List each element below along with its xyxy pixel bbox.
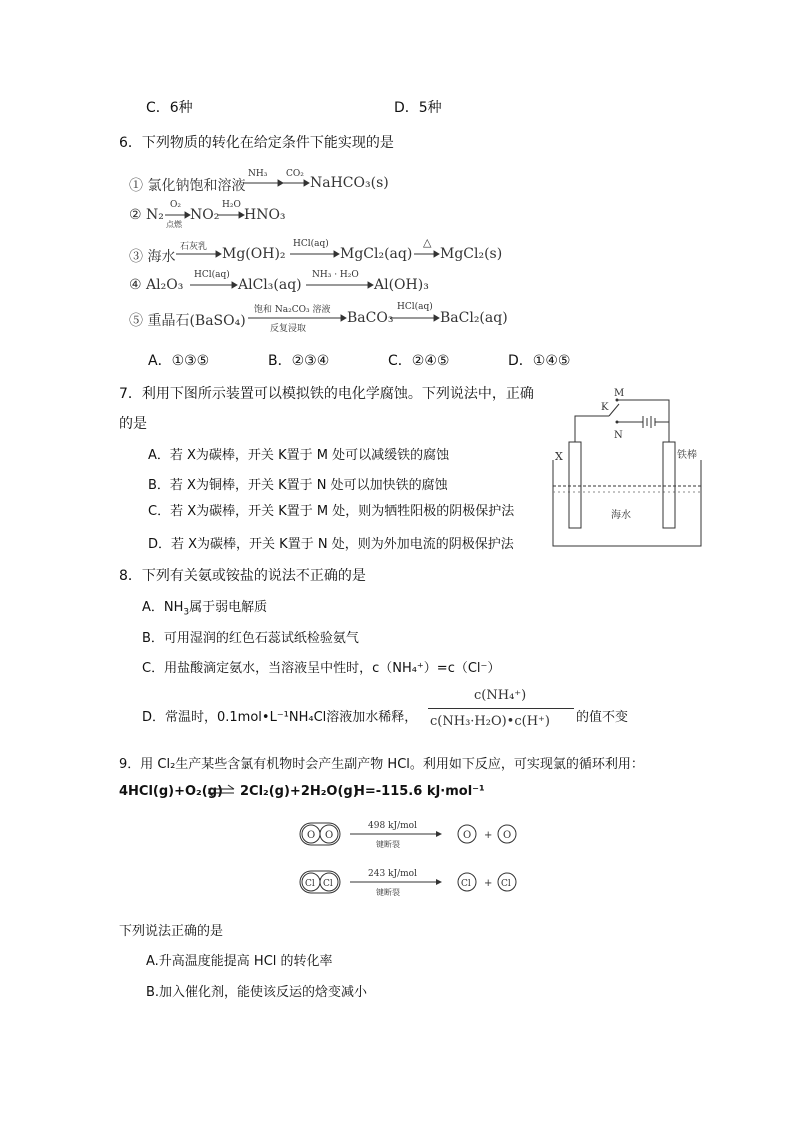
electrode-iron [663,442,675,528]
arrowhead [434,251,439,257]
q7-option-c: C．若 X为碳棒，开关 K置于 M 处，则为牺牲阳极的阴极保护法 [148,504,515,519]
q8-option-d-end: 的值不变 [576,710,629,725]
option-text: 属于弱电解质 [189,600,268,615]
arrowhead [216,251,221,257]
q6-stem: 6．下列物质的转化在给定条件下能实现的是 [119,135,394,151]
q9-option-b: B.加入催化剂，能使该反运的焓变减小 [146,985,368,1000]
arrow-label: 饱和 Na₂CO₃ 溶液 [254,305,331,315]
fraction-numerator: c(NH₄⁺) [474,688,527,703]
reaction-mid: Mg(OH)₂ [222,246,286,262]
reaction-number: ⑤ [129,313,143,329]
arrow-label: 石灰乳 [180,242,208,252]
arrowhead [436,831,442,837]
reaction-end: BaCl₂(aq) [440,310,508,326]
subscript: 3 [183,607,190,618]
bond-label: 键断裂 [376,840,400,849]
q9-equation-left: 4HCl(g)+O₂(g) [119,784,223,799]
heat-symbol: △ [423,236,432,249]
reaction-mid-2: MgCl₂(aq) [340,246,413,262]
reaction-start: Al₂O₃ [146,277,184,293]
reaction-number: ③ [129,249,143,265]
q6-option-c: C．②④⑤ [388,353,450,369]
q8-option-d: D．常温时，0.1mol•L⁻¹NH₄Cl溶液加水稀释， [142,710,418,725]
q7-option-d: D．若 X为碳棒，开关 K置于 N 处，则为外加电流的阴极保护法 [148,537,514,552]
arrowhead [232,282,237,288]
q6-arrows [0,0,794,340]
arrowhead [334,251,339,257]
arrow-label: O₂ [170,200,181,210]
arrow-label: H₂O [222,200,241,210]
contact-n [616,421,619,424]
q8-option-c: C．用盐酸滴定氨水，当溶液呈中性时，c（NH₄⁺）=c（Cl⁻） [142,661,501,676]
arrowhead [436,879,442,885]
q9-sub-stem: 下列说法正确的是 [119,924,224,939]
reaction-end: MgCl₂(s) [440,246,503,262]
q7-option-b: B．若 X为铜棒，开关 K置于 N 处可以加快铁的腐蚀 [148,478,448,493]
q6-option-a: A．①③⑤ [148,353,210,369]
reaction-end: Al(OH)₃ [374,277,429,293]
arrowhead [341,315,346,321]
arrow-label: 反复浸取 [270,324,307,334]
q8-option-a [142,596,267,618]
reaction-number: ② [129,207,142,223]
reaction-mid: NO₂ [190,207,220,223]
label-k: K [601,402,609,413]
atom-label: Cl [501,879,511,889]
atom-label: Cl [461,879,471,889]
equilibrium-arrows [206,784,236,798]
reaction-mid: AlCl₃(aq) [238,277,302,293]
reaction-number: ④ [129,277,142,293]
q9-equation-right: 2Cl₂(g)+2H₂O(g) [240,784,359,799]
q8-option-b: B．可用湿润的红色石蕊试纸检验氨气 [142,631,359,646]
reaction-end: HNO₃ [244,207,286,223]
atom-label: O [503,830,512,841]
reverse-arrowhead [208,793,214,797]
q5-option-c: C．6种 [146,100,193,116]
arrowhead [434,315,439,321]
arrowhead [239,212,244,218]
arrow-label: HCl(aq) [293,239,329,249]
fraction-bar [428,708,574,709]
label-m: M [614,388,625,399]
label-iron-rod: 铁棒 [677,450,697,461]
reaction-start: 重晶石(BaSO₄) [147,313,246,329]
atom-label: O [307,830,316,841]
fraction-denominator: c(NH₃·H₂O)•c(H⁺) [430,714,550,729]
q9-bond-energy-diagram [296,814,526,898]
arrow-label: 点燃 [166,220,182,229]
label-x: X [555,450,563,463]
electrode-x [569,442,581,528]
arrowhead [185,212,190,218]
q5-option-d: D．5种 [394,100,442,116]
atom-label: Cl [305,879,315,889]
q9-stem: 9．用 Cl₂生产某些含氯有机物时会产生副产物 HCl。利用如下反应，可实现氯的循环利用： [119,757,644,772]
reaction-mid: BaCO₃ [347,310,394,326]
label-n: N [614,430,623,441]
bond-energy: 243 kJ/mol [368,869,417,879]
reaction-start: 氯化钠饱和溶液 [147,178,246,194]
forward-arrowhead [228,785,234,789]
q6-option-d: D．①④⑤ [508,353,571,369]
plus-sign: + [484,878,493,889]
q8-stem: 8．下列有关氨或铵盐的说法不正确的是 [119,568,366,584]
reaction-number: ① [129,178,143,194]
arrow-label: NH₃ · H₂O [312,270,359,280]
arrow-label: NH₃ [248,169,268,179]
reaction-start: 海水 [147,249,176,265]
plus-sign: + [484,830,493,841]
q9-option-a: A.升高温度能提高 HCl 的转化率 [146,954,333,969]
arrow-label: HCl(aq) [397,302,433,312]
atom-label: O [463,830,472,841]
q6-option-b: B．②③④ [268,353,330,369]
arrowhead [368,282,373,288]
reaction-start: N₂ [146,207,164,223]
arrow-label: HCl(aq) [194,270,230,280]
atom-label: Cl [323,879,333,889]
q9-enthalpy: H=-115.6 kJ·mol⁻¹ [354,784,485,799]
q7-electrochem-apparatus [545,380,705,548]
reaction-end: NaHCO₃(s) [310,175,389,191]
atom-label: O [325,830,334,841]
bond-label: 键断裂 [376,888,400,897]
q7-option-a: A．若 X为碳棒，开关 K置于 M 处可以减缓铁的腐蚀 [148,448,450,463]
switch-blade [609,404,619,416]
option-text: A．NH [142,600,184,615]
wire-left [575,416,609,442]
arrow-label: CO₂ [286,169,304,179]
label-seawater: 海水 [611,510,631,521]
beaker [553,460,701,546]
arrowhead [304,180,309,186]
q7-stem-cont: 的是 [119,416,147,432]
q7-stem: 7．利用下图所示装置可以模拟铁的电化学腐蚀。下列说法中，正确 [119,386,534,402]
bond-energy: 498 kJ/mol [368,821,417,831]
